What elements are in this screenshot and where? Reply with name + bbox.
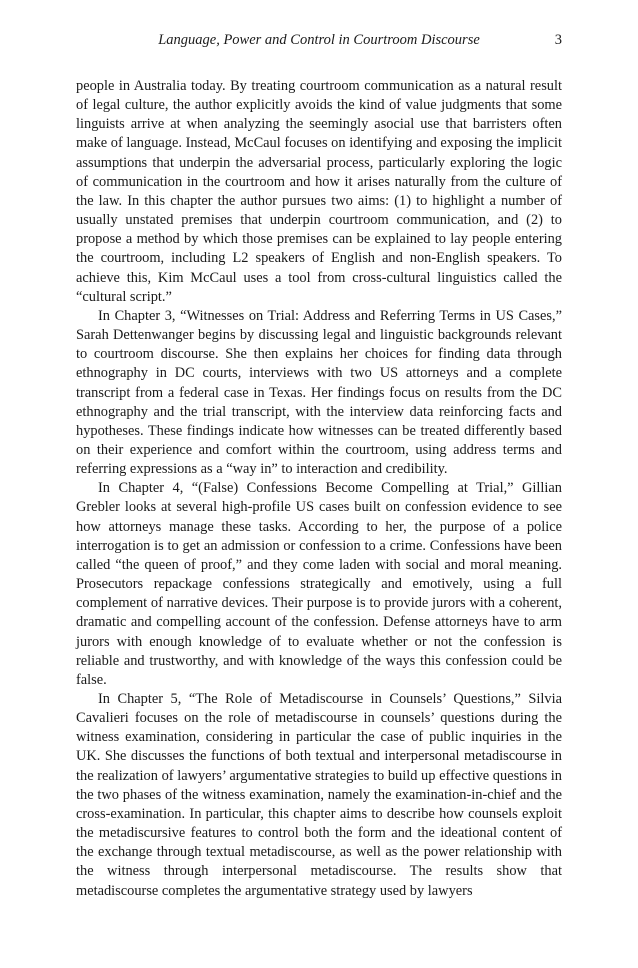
paragraph-chapter-5: In Chapter 5, “The Role of Metadiscourse in Counsels’ Questions,” Silvia Cavalieri focuses on the role of metadiscourse in counsels’ questions during the witness examination, considering in particular the case of public inquiries in the UK. She discusses the functions of both textual and interpersonal metadiscourse in the realization of lawyers’ argumentative strategies to build up effective questions in the two phases of the witness examination, namely the examination-in-chief and the cross-examination. In particular, this chapter aims to describe how counsels exploit the metadiscursive features to control both the form and the ideational content of the exchange through textual metadiscourse, as well as the power relationship with the witness through interpersonal metadiscourse. The results show that metadiscourse completes the argumentative strategy used by lawyers: [76, 691, 562, 899]
body-text: [76, 77, 562, 901]
running-title: Language, Power and Control in Courtroom Discourse: [158, 32, 480, 48]
paragraph-continuation: people in Australia today. By treating courtroom communication as a natural result of legal culture, the author explicitly avoids the kind of value judgments that some linguists arrive at when analyzing the seemingly asocial use that barristers often make of language. Instead, McCaul focuses on identifying and exposing the implicit assumptions that underpin the adversarial process, particularly exploring the logic of communication in the courtroom and how it arises naturally from the culture of the law. In this chapter the author pursues two aims: (1) to highlight a number of usually unstated premises that underpin courtroom communication, and (2) to propose a method by which those premises can be explained to lay people entering the courtroom, including L2 speakers of English and non-English speakers. To achieve this, Kim McCaul uses a tool from cross-cultural linguistics called the “cultural script.”: [76, 78, 562, 305]
paragraph-chapter-3: In Chapter 3, “Witnesses on Trial: Address and Referring Terms in US Cases,” Sarah Dettenwanger begins by discussing legal and linguistic backgrounds relevant to courtroom discourse. She then explains her choices for finding data through ethnography in DC courts, interviews with two US attorneys and a complete transcript from a federal case in Texas. Her findings focus on results from the DC ethnography and the trial transcript, with the interview data reinforcing facts and hypotheses. These findings indicate how witnesses can be treated differently based on their experience and comfort within the courtroom, using address terms and referring expressions as a “way in” to interaction and credibility.: [76, 307, 562, 478]
page-number: 3: [554, 32, 562, 48]
paragraph-chapter-4: In Chapter 4, “(False) Confessions Become Compelling at Trial,” Gillian Grebler looks at several high-profile US cases built on confession evidence to see how attorneys manage these tasks. According to her, the purpose of a police interrogation is to get an admission or confession to a crime. Confessions have been called “the queen of proof,” and they come laden with social and moral meaning. Prosecutors repackage confessions strategically and emotively, using a full complement of narrative devices. Their purpose is to provide jurors with a coherent, dramatic and compelling account of the confession. Defense attorneys have to arm jurors with enough knowledge of to evaluate whether or not the confession is reliable and trustworthy, and with knowledge of the ways this confession could be false.: [76, 480, 562, 688]
running-head: [0, 30, 638, 50]
